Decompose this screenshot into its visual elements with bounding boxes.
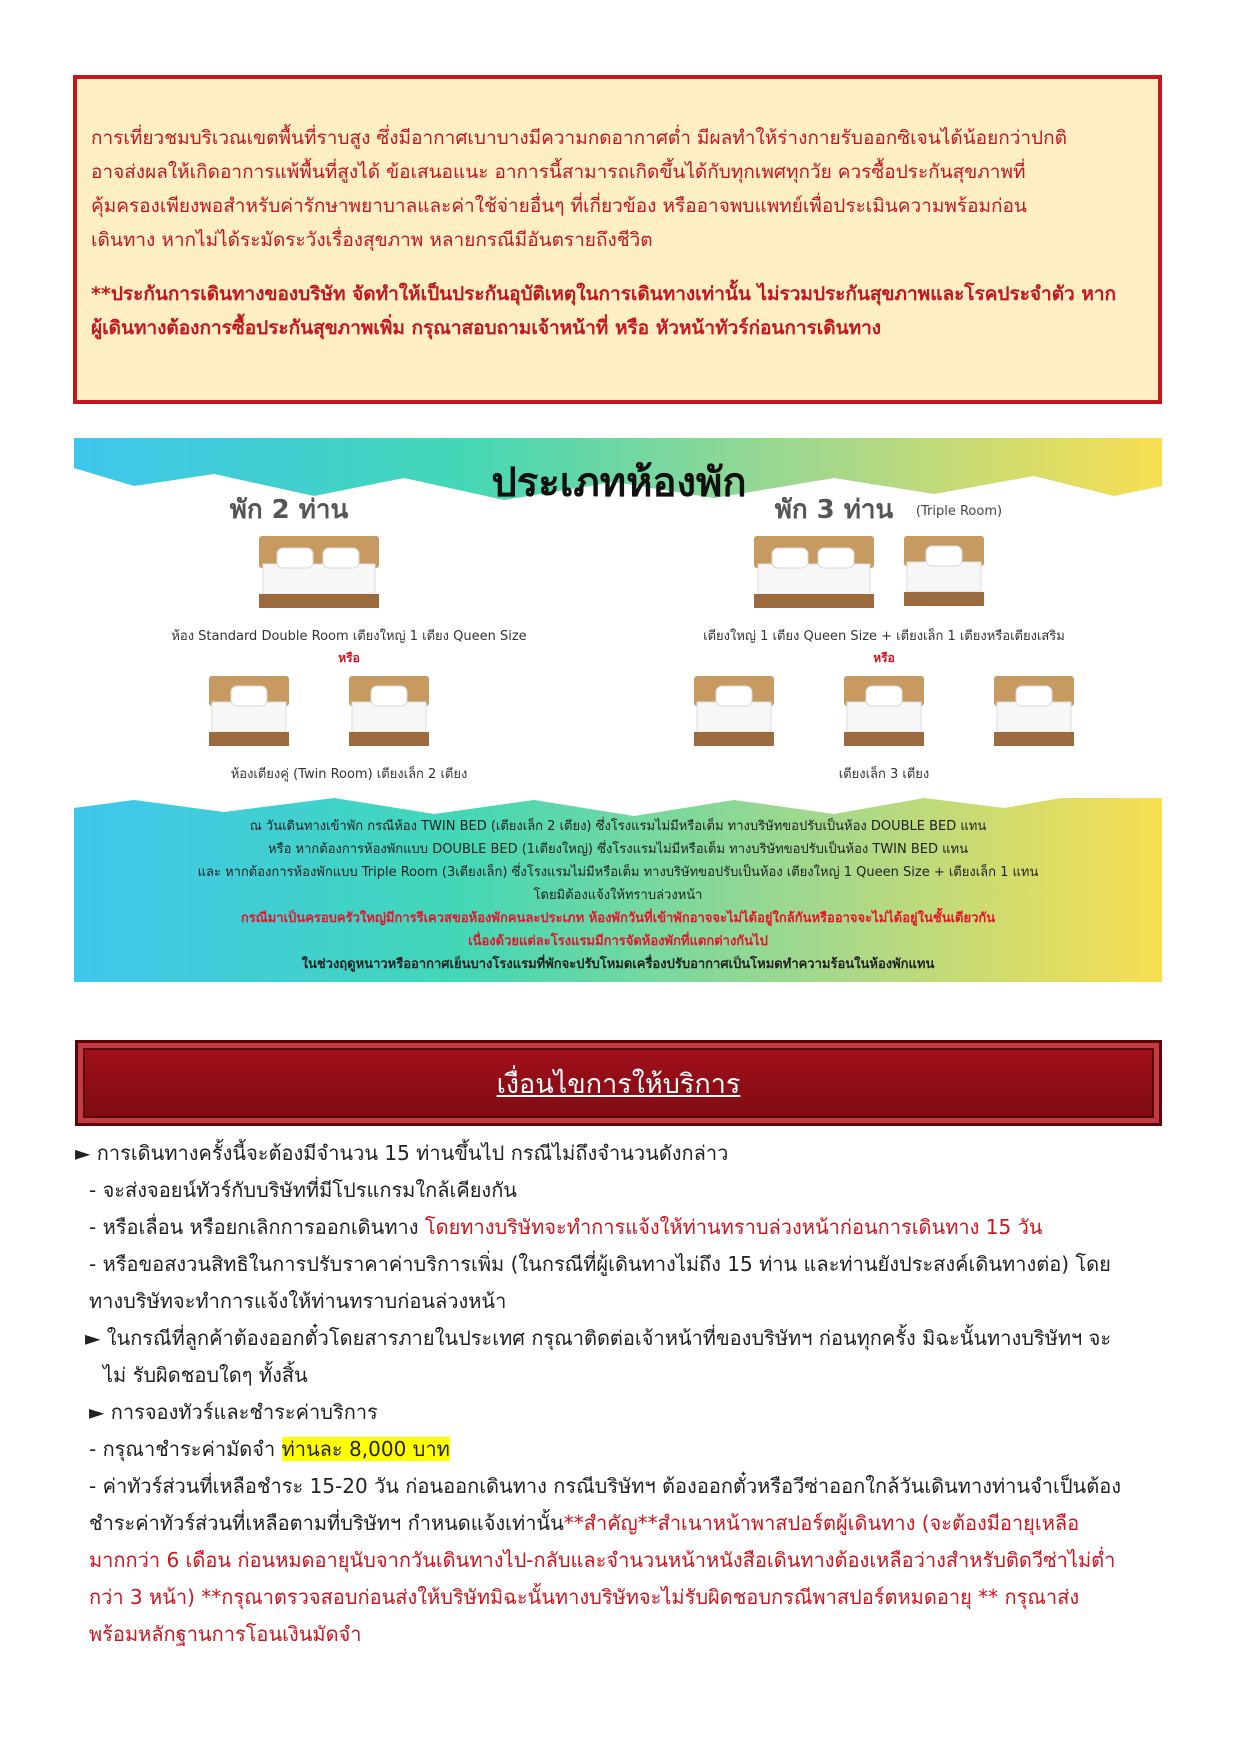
insurance-note-line: **ประกันการเดินทางของบริษัท จัดทำให้เป็นประกันอุบัติเหตุในการเดินทางเท่านั้น ไม่รวมประกันสุขภาพและโรคประจำตัว หาก <box>91 283 1117 305</box>
condition-line: ไม่ รับผิดชอบใดๆ ทั้งสิ้น <box>103 1363 308 1387</box>
left-caption-1: ห้อง Standard Double Room เตียงใหญ่ 1 เตียง Queen Size <box>171 629 527 644</box>
condition-line: - กรุณาชำระค่ามัดจำ ท่านละ 8,000 บาท <box>89 1437 450 1461</box>
conditions-title: เงื่อนไขการให้บริการ <box>496 1068 741 1100</box>
conditions-header <box>75 1040 1162 1126</box>
left-or-label: หรือ <box>338 651 360 665</box>
condition-line: - หรือขอสงวนสิทธิในการปรับราคาค่าบริการเพิ่ม (ในกรณีที่ผู้เดินทางไม่ถึง 15 ท่าน และท่านยังประสงค์เดินทางต่อ) โดย <box>89 1252 1111 1276</box>
condition-line: ► การจองทัวร์และชำระค่าบริการ <box>89 1400 378 1424</box>
banner-note: โดยมิต้องแจ้งให้ทราบล่วงหน้า <box>533 888 703 903</box>
deposit-highlight: ท่านละ 8,000 บาท <box>281 1437 450 1461</box>
condition-line: ► ในกรณีที่ลูกค้าต้องออกตั๋วโดยสารภายในประเทศ กรุณาติดต่อเจ้าหน้าที่ของบริษัทฯ ก่อนทุกครั้ง มิฉะนั้นทางบริษัทฯ จะ <box>85 1326 1112 1350</box>
left-caption-2: ห้องเตียงคู่ (Twin Room) เตียงเล็ก 2 เตียง <box>230 767 468 782</box>
banner-note: หรือ หากต้องการห้องพักแบบ DOUBLE BED (1เตียงใหญ่) ซึ่งโรงแรมไม่มีหรือเต็ม ทางบริษัทขอปรับเป็นห้อง TWIN BED แทน <box>268 842 968 857</box>
single-bed-icon <box>994 676 1074 746</box>
condition-line: มากกว่า 6 เดือน ก่อนหมดอายุนับจากวันเดินทางไป-กลับและจำนวนหน้าหนังสือเดินทางต้องเหลือว่างสำหรับติดวีซ่าไม่ต่ำ <box>89 1548 1116 1572</box>
banner-note: ในช่วงฤดูหนาวหรืออากาศเย็นบางโรงแรมที่พักจะปรับโหมดเครื่องปรับอากาศเป็นโหมดทำความร้อนในห้องพักแทน <box>301 957 935 972</box>
health-notice-box <box>73 75 1162 404</box>
condition-line: กว่า 3 หน้า) **กรุณาตรวจสอบก่อนส่งให้บริษัทมิฉะนั้นทางบริษัทจะไม่รับผิดชอบกรณีพาสปอร์ตหมดอายุ ** กรุณาส่ง <box>89 1585 1080 1609</box>
condition-line: ► การเดินทางครั้งนี้จะต้องมีจำนวน 15 ท่านขึ้นไป กรณีไม่ถึงจำนวนดังกล่าว <box>75 1141 729 1165</box>
arrow-icon: ► <box>89 1400 105 1424</box>
condition-line: - จะส่งจอยน์ทัวร์กับบริษัทที่มีโปรแกรมใกล้เคียงกัน <box>89 1178 517 1202</box>
right-or-label: หรือ <box>873 651 895 665</box>
insurance-note-line: ผู้เดินทางต้องการซื้อประกันสุขภาพเพิ่ม กรุณาสอบถามเจ้าหน้าที่ หรือ หัวหน้าทัวร์ก่อนการเดินทาง <box>91 317 882 339</box>
banner-red-note: เนื่องด้วยแต่ละโรงแรมมีการจัดห้องพักที่แตกต่างกันไป <box>468 934 768 949</box>
right-heading: พัก 3 ท่าน <box>774 495 894 525</box>
right-caption-1: เตียงใหญ่ 1 เตียง Queen Size + เตียงเล็ก 1 เตียงหรือเตียงเสริม <box>703 629 1065 644</box>
single-bed-icon <box>844 676 924 746</box>
condition-line: - ค่าทัวร์ส่วนที่เหลือชำระ 15-20 วัน ก่อนออกเดินทาง กรณีบริษัทฯ ต้องออกตั๋วหรือวีซ่าออกใกล้วันเดินทางท่านจำเป็นต้อง <box>89 1474 1121 1498</box>
notice-line: อาจส่งผลให้เกิดอาการแพ้พื้นที่สูงได้ ข้อเสนอแนะ อาการนี้สามารถเกิดขึ้นได้กับทุกเพศทุกวัย ควรซื้อประกันสุขภาพที่ <box>91 161 1026 183</box>
condition-line: ทางบริษัทจะทำการแจ้งให้ท่านทราบก่อนล่วงหน้า <box>89 1289 507 1313</box>
banner-red-note: กรณีมาเป็นครอบครัวใหญ่มีการรีเควสขอห้องพักคนละประเภท ห้องพักวันที่เข้าพักอาจจะไม่ได้อยู่ใกล้กันหรืออาจจะไม่ได้อยู่ในชั้นเดียวกัน <box>240 911 996 926</box>
notice-line: เดินทาง หากไม่ได้ระมัดระวังเรื่องสุขภาพ หลายกรณีมีอันตรายถึงชีวิต <box>91 229 653 251</box>
single-bed-icon <box>349 676 429 746</box>
condition-line: - หรือเลื่อน หรือยกเลิกการออกเดินทาง โดยทางบริษัทจะทำการแจ้งให้ท่านทราบล่วงหน้าก่อนการเดินทาง 15 วัน <box>89 1215 1043 1239</box>
single-bed-icon <box>209 676 289 746</box>
double-bed-icon <box>754 536 874 608</box>
right-caption-2: เตียงเล็ก 3 เตียง <box>838 767 930 782</box>
banner-note: ณ วันเดินทางเข้าพัก กรณีห้อง TWIN BED (เตียงเล็ก 2 เตียง) ซึ่งโรงแรมไม่มีหรือเต็ม ทางบริษัทขอปรับเป็นห้อง DOUBLE BED แทน <box>249 819 987 834</box>
condition-line: พร้อมหลักฐานการโอนเงินมัดจำ <box>89 1622 362 1646</box>
notice-line: คุ้มครองเพียงพอสำหรับค่ารักษาพยาบาลและค่าใช้จ่ายอื่นๆ ที่เกี่ยวข้อง หรืออาจพบแพทย์เพื่อประเมินความพร้อมก่อน <box>91 195 1027 217</box>
notice-line: การเที่ยวชมบริเวณเขตพื้นที่ราบสูง ซึ่งมีอากาศเบาบางมีความกดอากาศต่ำ มีผลทำให้ร่างกายรับออกซิเจนได้น้อยกว่าปกติ <box>91 127 1067 149</box>
banner-title: ประเภทห้องพัก <box>491 460 747 506</box>
arrow-icon: ► <box>85 1326 101 1350</box>
single-bed-icon <box>694 676 774 746</box>
condition-line: ชำระค่าทัวร์ส่วนที่เหลือตามที่บริษัทฯ กำหนดแจ้งเท่านั้น**สำคัญ**สำเนาหน้าพาสปอร์ตผู้เดินทาง (จะต้องมีอายุเหลือ <box>89 1511 1080 1535</box>
single-bed-icon <box>904 536 984 606</box>
conditions-section <box>75 1135 1175 1653</box>
arrow-icon: ► <box>75 1141 91 1165</box>
room-types-banner <box>74 438 1162 982</box>
left-heading: พัก 2 ท่าน <box>229 495 349 525</box>
banner-note: และ หากต้องการห้องพักแบบ Triple Room (3เตียงเล็ก) ซึ่งโรงแรมไม่มีหรือเต็ม ทางบริษัทขอปรับเป็นห้อง เตียงใหญ่ 1 Queen Size + เตียงเล็ก 1 แทน <box>197 865 1039 880</box>
right-heading-note: (Triple Room) <box>915 504 1003 519</box>
double-bed-icon <box>259 536 379 608</box>
